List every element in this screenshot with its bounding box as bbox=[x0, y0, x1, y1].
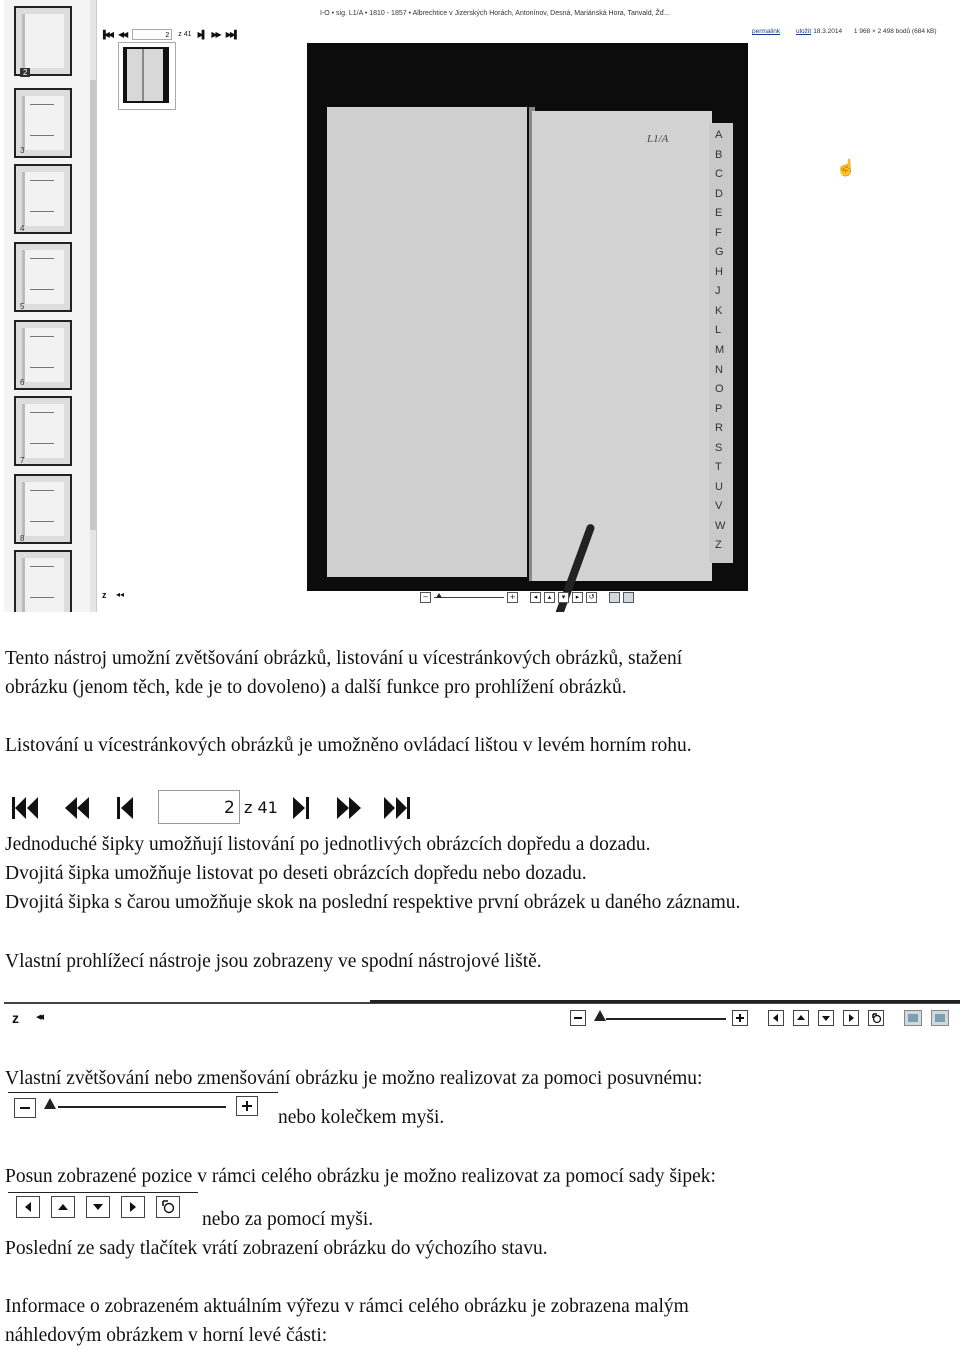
arrow-set-illustration bbox=[8, 1192, 198, 1226]
thumbnail-strip bbox=[4, 0, 97, 612]
index-tab-letter: E bbox=[715, 207, 723, 220]
first-page-icon[interactable]: ▐◀◀ bbox=[100, 29, 112, 39]
toolbar-z-label: z bbox=[12, 1010, 19, 1026]
zoom-in-icon[interactable]: + bbox=[507, 592, 518, 603]
index-tab-letter: P bbox=[715, 402, 723, 415]
index-tab-letter: R bbox=[715, 422, 723, 435]
toolbar-collapse-icon[interactable]: ◂◂ bbox=[36, 1010, 42, 1023]
index-tab-letter: Z bbox=[715, 539, 722, 552]
forward-ten-icon[interactable]: ▶▶ bbox=[211, 29, 220, 39]
arrows-explanation-1: Jednoduché šipky umožňují listování po jednotlivých obrázcích dopředu a dozadu. bbox=[5, 834, 651, 855]
permalink-link[interactable]: permalink bbox=[752, 28, 781, 35]
arrows-explanation-2: Dvojitá šipka umožňuje listovat po deseti obrázcích dopředu nebo dozadu. bbox=[5, 863, 587, 884]
preview-explanation-1: Informace o zobrazeném aktuálním výřezu v rámci celého obrázku je zobrazena malým bbox=[5, 1296, 689, 1317]
thumbnail-number: 4 bbox=[20, 224, 25, 233]
scan-right-page bbox=[532, 111, 712, 581]
image-viewer-screenshot bbox=[0, 0, 960, 612]
scrollbar-thumb[interactable] bbox=[90, 80, 96, 530]
zoom-slider-handle[interactable] bbox=[44, 1098, 56, 1109]
thumbnail-scrollbar[interactable] bbox=[90, 0, 96, 612]
arrow-left-icon[interactable] bbox=[768, 1010, 784, 1026]
index-tab-letter: J bbox=[715, 285, 721, 298]
arrow-up-icon[interactable] bbox=[51, 1196, 75, 1218]
arrow-up-icon[interactable]: ▴ bbox=[544, 592, 555, 603]
image-icon[interactable] bbox=[623, 592, 634, 603]
next-page-icon[interactable]: ▶▌ bbox=[197, 29, 206, 39]
viewer-bottom-toolbar bbox=[96, 590, 960, 606]
viewer-page-input[interactable]: 2 bbox=[132, 29, 172, 40]
thumbnail-number: 5 bbox=[20, 302, 25, 311]
zoom-slider[interactable] bbox=[434, 597, 504, 598]
index-tab-letter: N bbox=[715, 363, 723, 376]
image-icon[interactable] bbox=[931, 1010, 949, 1026]
previous-page-icon[interactable] bbox=[108, 794, 142, 822]
viewer-collapse-icon[interactable]: ◂◂ bbox=[116, 590, 125, 599]
zoom-explanation-tail: nebo kolečkem myši. bbox=[278, 1107, 445, 1128]
index-tab-letter: K bbox=[715, 304, 723, 317]
zoom-slider-track[interactable] bbox=[606, 1018, 726, 1020]
zoom-slider-track[interactable] bbox=[58, 1106, 226, 1108]
navigation-intro: Listování u vícestránkových obrázků je umožněno ovládací lištou v levém horním rohu. bbox=[5, 735, 692, 756]
zoom-out-icon[interactable]: − bbox=[420, 592, 431, 603]
arrow-right-icon[interactable] bbox=[843, 1010, 859, 1026]
page-navigation-bar bbox=[8, 788, 418, 828]
image-info: 1 968 × 2 498 bodů (684 kB) bbox=[853, 28, 937, 35]
index-tab-letter: W bbox=[715, 519, 726, 532]
viewer-title: I-O • sig. L1/A • 1810 - 1857 • Albrechtice v Jizerských Horách, Antonínov, Desná, Mariánská Hora, Tanvald, Žď... bbox=[320, 10, 670, 17]
toolbar-intro: Vlastní prohlížecí nástroje jsou zobrazeny ve spodní nástrojové liště. bbox=[5, 951, 542, 972]
scan-signature-mark: L1/A bbox=[647, 133, 669, 145]
arrow-left-icon[interactable]: ◂ bbox=[530, 592, 541, 603]
pan-explanation-tail: nebo za pomocí myši. bbox=[202, 1209, 374, 1230]
thumbnail-number: 7 bbox=[20, 456, 25, 465]
arrow-right-icon[interactable] bbox=[121, 1196, 145, 1218]
index-tab-letter: H bbox=[715, 265, 723, 278]
zoom-explanation: Vlastní zvětšování nebo zmenšování obrázku je možno realizovat za pomoci posuvnému: bbox=[5, 1068, 703, 1089]
zoom-in-icon[interactable] bbox=[236, 1096, 258, 1116]
index-tab-letter: F bbox=[715, 226, 722, 239]
arrow-down-icon[interactable] bbox=[818, 1010, 834, 1026]
thumbnail[interactable] bbox=[14, 550, 72, 612]
preview-explanation-2: náhledovým obrázkem v horní levé části: bbox=[5, 1325, 328, 1346]
index-tab-letter: M bbox=[715, 344, 725, 356]
image-icon[interactable] bbox=[904, 1010, 922, 1026]
index-tab-letter: T bbox=[715, 461, 722, 474]
pan-explanation: Posun zobrazené pozice v rámci celého obrázku je možno realizovat za pomocí sady šipek: bbox=[5, 1166, 716, 1187]
viewer-page-navigation bbox=[100, 27, 238, 41]
thumbnail-number: 6 bbox=[20, 378, 25, 387]
reset-view-icon[interactable]: ↺ bbox=[586, 592, 597, 603]
forward-ten-icon[interactable] bbox=[332, 794, 366, 822]
index-tab-letter: A bbox=[715, 129, 723, 141]
bottom-toolbar-illustration bbox=[0, 1000, 960, 1034]
zoom-in-icon[interactable] bbox=[732, 1010, 748, 1026]
index-tab-letter: B bbox=[715, 148, 723, 161]
intro-line-2: obrázku (jenom těch, kde je to dovoleno) a další funkce pro prohlížení obrázků. bbox=[5, 677, 627, 698]
viewer-info bbox=[752, 28, 937, 35]
back-ten-icon[interactable]: ◀◀ bbox=[117, 29, 127, 39]
scanned-document-image[interactable] bbox=[307, 43, 748, 591]
image-icon[interactable] bbox=[609, 592, 620, 603]
zoom-slider-handle[interactable] bbox=[594, 1010, 606, 1021]
reset-explanation: Poslední ze sady tlačítek vrátí zobrazení obrázku do výchozího stavu. bbox=[5, 1238, 548, 1259]
preview-thumbnail[interactable] bbox=[118, 42, 176, 110]
zoom-slider-illustration bbox=[8, 1092, 278, 1126]
intro-line-1: Tento nástroj umožní zvětšování obrázků, listování u vícestránkových obrázků, stažení bbox=[5, 648, 683, 669]
index-tabs bbox=[709, 123, 733, 563]
index-tab-letter: C bbox=[715, 168, 723, 181]
viewer-page-total: z 41 bbox=[178, 30, 192, 38]
index-tab-letter: O bbox=[715, 383, 724, 396]
index-tab-letter: S bbox=[715, 441, 723, 454]
reset-view-icon[interactable] bbox=[868, 1010, 884, 1026]
save-link[interactable]: uložit bbox=[796, 28, 812, 35]
thumbnail-number: 2 bbox=[20, 68, 30, 77]
first-page-icon[interactable] bbox=[8, 794, 42, 822]
page-number-value: 2 bbox=[224, 798, 235, 818]
zoom-out-icon[interactable] bbox=[14, 1098, 36, 1118]
index-tab-letter: U bbox=[715, 480, 723, 493]
scan-left-page bbox=[327, 107, 527, 577]
thumbnail-number: 3 bbox=[20, 146, 25, 155]
arrow-down-icon[interactable] bbox=[86, 1196, 110, 1218]
next-page-icon[interactable] bbox=[284, 794, 318, 822]
thumbnail[interactable] bbox=[14, 6, 72, 76]
arrow-down-icon[interactable]: ▾ bbox=[558, 592, 569, 603]
thumbnail-number: 8 bbox=[20, 534, 25, 543]
back-ten-icon[interactable] bbox=[60, 794, 94, 822]
hand-cursor-icon: ☝ bbox=[836, 160, 856, 177]
index-tab-letter: D bbox=[715, 187, 723, 200]
reset-view-icon[interactable] bbox=[156, 1196, 180, 1218]
index-tab-letter: G bbox=[715, 246, 724, 259]
zoom-out-icon[interactable] bbox=[570, 1010, 586, 1026]
last-page-icon[interactable]: ▶▶▌ bbox=[225, 29, 238, 39]
viewer-z-label: z bbox=[102, 590, 107, 600]
arrow-right-icon[interactable]: ▸ bbox=[572, 592, 583, 603]
arrows-explanation-3: Dvojitá šipka s čarou umožňuje skok na poslední respektive první obrázek u daného záznamu. bbox=[5, 892, 741, 913]
arrow-left-icon[interactable] bbox=[16, 1196, 40, 1218]
page-total: z 41 bbox=[244, 798, 278, 817]
index-tab-letter: V bbox=[715, 500, 723, 513]
last-page-icon[interactable] bbox=[380, 794, 414, 822]
viewer-date: 18.3.2014 bbox=[813, 28, 843, 35]
arrow-up-icon[interactable] bbox=[793, 1010, 809, 1026]
index-tab-letter: L bbox=[715, 324, 722, 337]
